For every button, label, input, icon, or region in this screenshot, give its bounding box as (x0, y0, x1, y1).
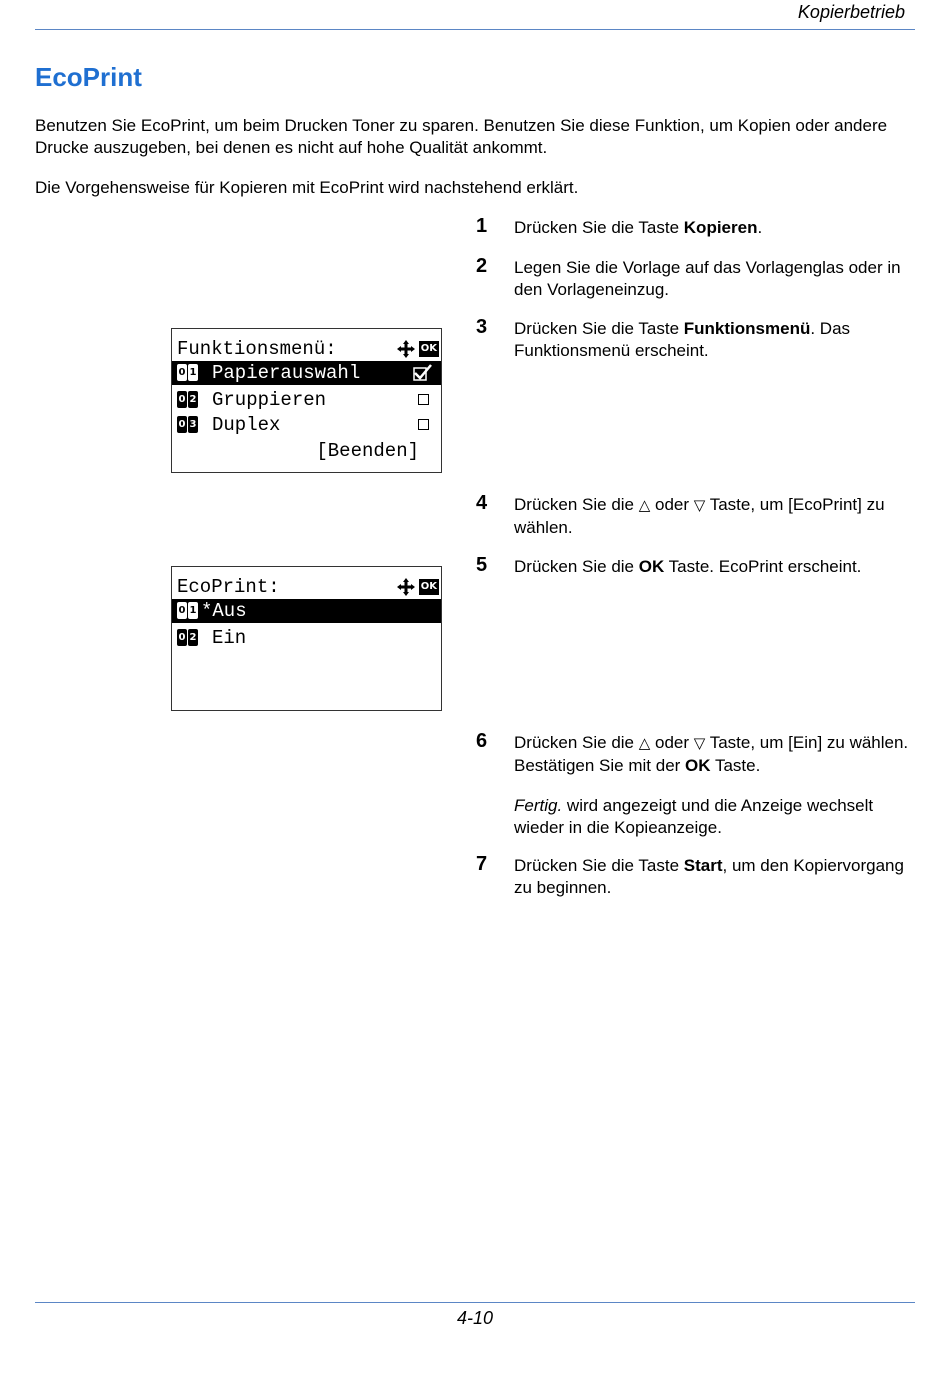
page-number: 4-10 (456, 1308, 494, 1328)
lcd-menu-item: 0 2 Ein (178, 627, 247, 649)
up-arrow-icon: △ (638, 735, 651, 752)
lcd-menu-item: 0 2 Gruppieren (172, 388, 441, 412)
up-arrow-icon: △ (638, 497, 651, 514)
key-name: Funktionsmenü (683, 319, 811, 338)
lcd-title-row (172, 575, 441, 599)
step-3: 3 Drücken Sie die Taste Funktionsmenü. Das Funktionsmenü erscheint. (476, 316, 851, 360)
header-rule (35, 29, 915, 30)
lcd-menu-item: 0 1 Papierauswahl (172, 361, 441, 385)
lcd-title-row (172, 337, 441, 361)
item-number-icon: 0 1 (177, 364, 198, 381)
key-name: OK (638, 557, 665, 576)
procedure-intro: Die Vorgehensweise für Kopieren mit EcoPrint wird nachstehend erklärt. (35, 178, 579, 197)
item-number-icon: 0 2 (177, 391, 198, 408)
step-number: 3 (476, 316, 488, 338)
step-number: 7 (476, 853, 488, 875)
checkbox-icon (418, 419, 429, 430)
lcd-menu-item: 0 3 Duplex (172, 413, 441, 437)
lcd-function-menu (171, 328, 442, 473)
ok-icon: OK (419, 341, 439, 357)
step-2: 2 Legen Sie die Vorlage auf das Vorlagenglas oder in den Vorlageneinzug. (476, 255, 901, 299)
section-header: Kopierbetrieb (797, 2, 905, 22)
item-number-icon: 0 2 (177, 629, 198, 646)
item-number-icon: 0 1 (177, 602, 198, 619)
four-way-arrow-icon (396, 339, 416, 359)
key-name: Start (683, 856, 723, 875)
step-5: 5 Drücken Sie die OK Taste. EcoPrint erscheint. (476, 554, 862, 576)
intro-paragraph: Benutzen Sie EcoPrint, um beim Drucken Toner zu sparen. Benutzen Sie diese Funktion, um Kopien oder andere Drucke auszugeben, bei denen es nicht auf hohe Qualität ankommt. (35, 116, 888, 157)
lcd-menu-item: 0 1 *Aus (172, 599, 441, 623)
lcd-title: Funktionsmenü: (177, 338, 337, 360)
step-number: 2 (476, 255, 488, 277)
step-number: 4 (476, 492, 488, 514)
checked-box-icon (411, 363, 433, 383)
lcd-exit-row (172, 439, 441, 463)
key-name: Kopieren (683, 218, 758, 237)
step-note: Fertig. wird angezeigt und die Anzeige wechselt wieder in die Kopieanzeige. (514, 796, 874, 837)
lcd-title: EcoPrint: (177, 576, 280, 598)
step-1: 1 Drücken Sie die Taste Kopieren. (476, 215, 763, 237)
down-arrow-icon: ▽ (693, 735, 706, 752)
step-7: 7 Drücken Sie die Taste Start, um den Kopiervorgang zu beginnen. (476, 853, 904, 897)
step-number: 6 (476, 730, 488, 752)
four-way-arrow-icon (396, 577, 416, 597)
checkbox-icon (418, 394, 429, 405)
step-number: 5 (476, 554, 488, 576)
step-4: 4 Drücken Sie die △ oder ▽ Taste, um [EcoPrint] zu wählen. (476, 492, 885, 537)
lcd-exit-label: [Beenden] (316, 440, 419, 462)
key-name: OK (685, 756, 711, 775)
lcd-ecoprint (171, 566, 442, 711)
down-arrow-icon: ▽ (693, 497, 706, 514)
step-number: 1 (476, 215, 488, 237)
step-6: 6 Drücken Sie die △ oder ▽ Taste, um [Ein] zu wählen. Bestätigen Sie mit der OK Taste. Fertig. wird angezeigt und die Anzeige wechselt wieder in die Kopieanzeige. (476, 732, 916, 839)
item-number-icon: 0 3 (177, 416, 198, 433)
ok-icon: OK (419, 579, 439, 595)
footer-rule (35, 1302, 915, 1303)
page-title: EcoPrint (35, 62, 142, 92)
